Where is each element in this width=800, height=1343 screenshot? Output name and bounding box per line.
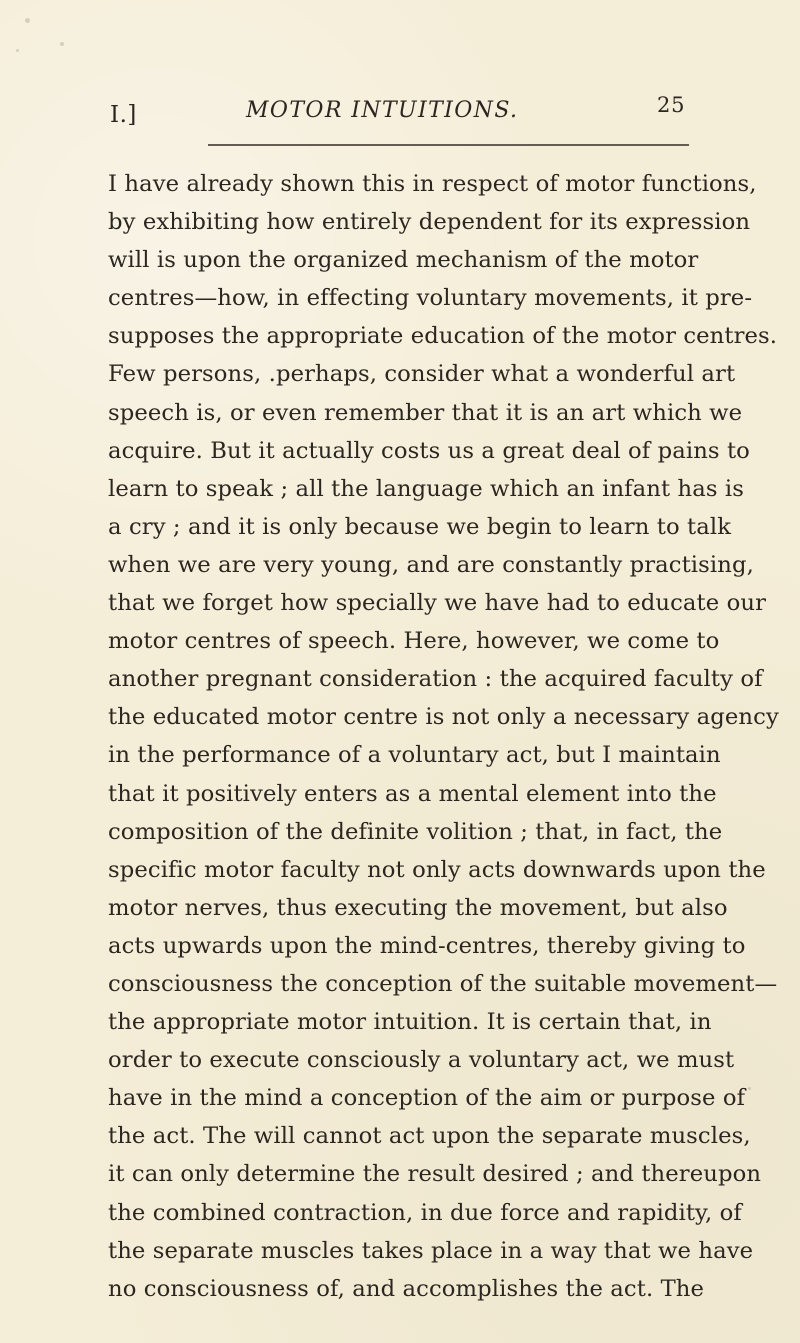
text-line: the appropriate motor intuition. It is certain that, in [108,1009,712,1036]
text-line: order to execute consciously a voluntary act, we must [108,1047,735,1074]
text-line: I have already shown this in respect of motor functions, [108,171,757,197]
text-line: composition of the definite volition ; that, in fact, the [108,818,723,845]
running-title: MOTOR INTUITIONS. [246,98,519,123]
text-line: a cry ; and it is only because we begin to learn to talk [108,513,732,540]
text-line: will is upon the organized mechanism of the motor [108,247,699,274]
page-number: 25 [657,93,686,117]
text-line: the combined contraction, in due force and rapidity, of [108,1199,742,1226]
text-line: Few persons, .perhaps, consider what a wonderful art [108,361,736,388]
text-line: acquire. But it actually costs us a great deal of pains to [108,437,750,464]
text-line: the educated motor centre is not only a necessary agency [108,704,779,731]
body-text [108,165,779,1308]
text-line: that it positively enters as a mental element into the [108,780,717,807]
text-line: motor nerves, thus executing the movement, but also [108,894,728,921]
paper-speck [748,1087,751,1090]
text-line: specific motor faculty not only acts downwards upon the [108,856,766,883]
paper-speck [25,18,30,23]
page-header [110,92,690,136]
text-line: learn to speak ; all the language which an infant has is [108,475,745,502]
text-line: motor centres of speech. Here, however, we come to [108,628,720,655]
text-line: that we forget how specially we have had to educate our [108,590,767,617]
paper-speck [16,49,19,52]
text-line: by exhibiting how entirely dependent for its expression [108,209,751,236]
section-mark: I.] [110,102,137,128]
text-line: the separate muscles takes place in a way that we have [108,1237,754,1264]
text-line: no consciousness of, and accomplishes the act. The [108,1275,705,1302]
text-line: consciousness the conception of the suitable movement— [108,970,778,997]
text-line: when we are very young, and are constantly practising, [108,551,754,578]
text-line: the act. The will cannot act upon the separate muscles, [108,1123,751,1150]
text-line: have in the mind a conception of the aim or purpose of [108,1085,746,1112]
text-line: in the performance of a voluntary act, but I maintain [108,742,721,769]
text-line: speech is, or even remember that it is an art which we [108,399,743,426]
paper-speck [60,42,64,46]
text-line: supposes the appropriate education of the motor centres. [108,323,778,350]
text-line: centres—how, in effecting voluntary movements, it pre- [108,285,753,312]
text-line: it can only determine the result desired ; and thereupon [108,1161,762,1188]
text-line: another pregnant consideration : the acquired faculty of [108,666,763,693]
text-line: acts upwards upon the mind-centres, thereby giving to [108,932,746,959]
header-rule [208,144,689,146]
